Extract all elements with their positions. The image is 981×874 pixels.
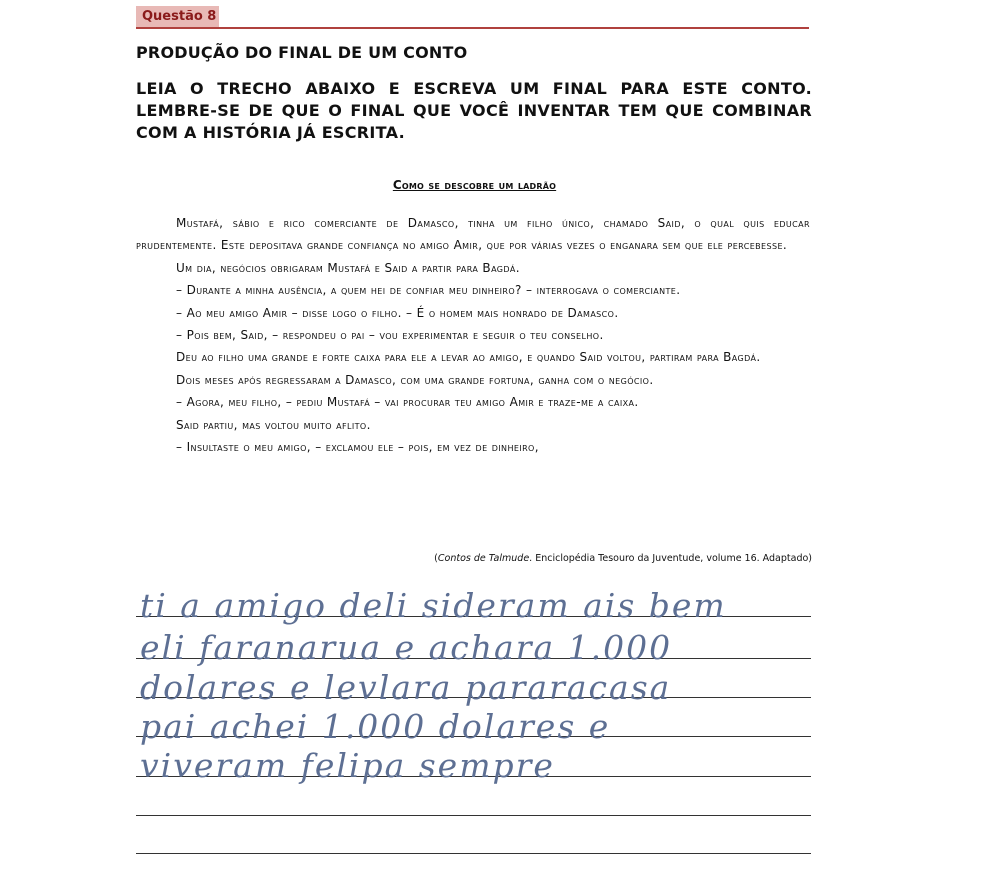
story-paragraph: – Insultaste o meu amigo, – exclamou ele – pois, em vez de dinheiro, <box>176 440 539 455</box>
answer-line <box>136 853 811 854</box>
story-paragraph: – Ao meu amigo Amir – disse logo o filho. – É o homem mais honrado de Damasco. <box>176 305 619 320</box>
story-paragraph: Deu ao filho uma grande e forte caixa para ele a levar ao amigo, e quando Said voltou, partiram para Bagdá. <box>176 350 761 365</box>
story-paragraph: Um dia, negócios obrigaram Mustafá e Said a partir para Bagdá. <box>176 260 520 275</box>
question-number-tab: Questão 8 <box>136 6 219 28</box>
answer-line <box>136 815 811 816</box>
story-paragraph: Dois meses após regressaram a Damasco, com uma grande fortuna, ganha com o negócio. <box>176 372 654 387</box>
story-paragraph: Said partiu, mas voltou muito aflito. <box>176 417 371 432</box>
handwritten-line: eli faranarua e achara 1.000 <box>140 628 673 667</box>
story-paragraph: – Pois bem, Said, – respondeu o pai – vou experimentar e seguir o teu conselho. <box>176 328 604 343</box>
source-work: Contos de Talmude <box>437 553 530 564</box>
handwritten-line: ti a amigo deli sideram ais bem <box>140 586 727 625</box>
story-title: Como se descobre um ladrão <box>392 178 557 192</box>
source-citation: (Contos de Talmude. Enciclopédia Tesouro da Juventude, volume 16. Adaptado) <box>434 553 812 564</box>
handwritten-line: dolares e levlara pararacasa <box>140 668 672 707</box>
story-paragraph: – Durante a minha ausência, a quem hei de confiar meu dinheiro? – interrogava o comerciante. <box>176 283 681 298</box>
source-details: . Enciclopédia Tesouro da Juventude, volume 16. Adaptado) <box>529 553 812 564</box>
handwritten-line: pai achei 1.000 dolares e <box>140 707 611 746</box>
page-title: PRODUÇÃO DO FINAL DE UM CONTO <box>136 43 468 62</box>
story-paragraph: Mustafá, sábio e rico comerciante de Damasco, tinha um filho único, chamado Said, o qual quis educar prudentemente. Este depositava grande confiança no amigo Amir, que por várias vezes o enganara sem que ele percebesse. <box>136 216 810 253</box>
instructions: LEIA O TRECHO ABAIXO E ESCREVA UM FINAL PARA ESTE CONTO. LEMBRE-SE DE QUE O FINAL QUE VOCÊ INVENTAR TEM QUE COMBINAR COM A HISTÓRIA JÁ ESCRITA. <box>136 79 812 142</box>
story-paragraph: – Agora, meu filho, – pediu Mustafá – vai procurar teu amigo Amir e traze-me a caixa. <box>176 395 639 410</box>
handwritten-line: viveram felipa sempre <box>140 746 555 785</box>
